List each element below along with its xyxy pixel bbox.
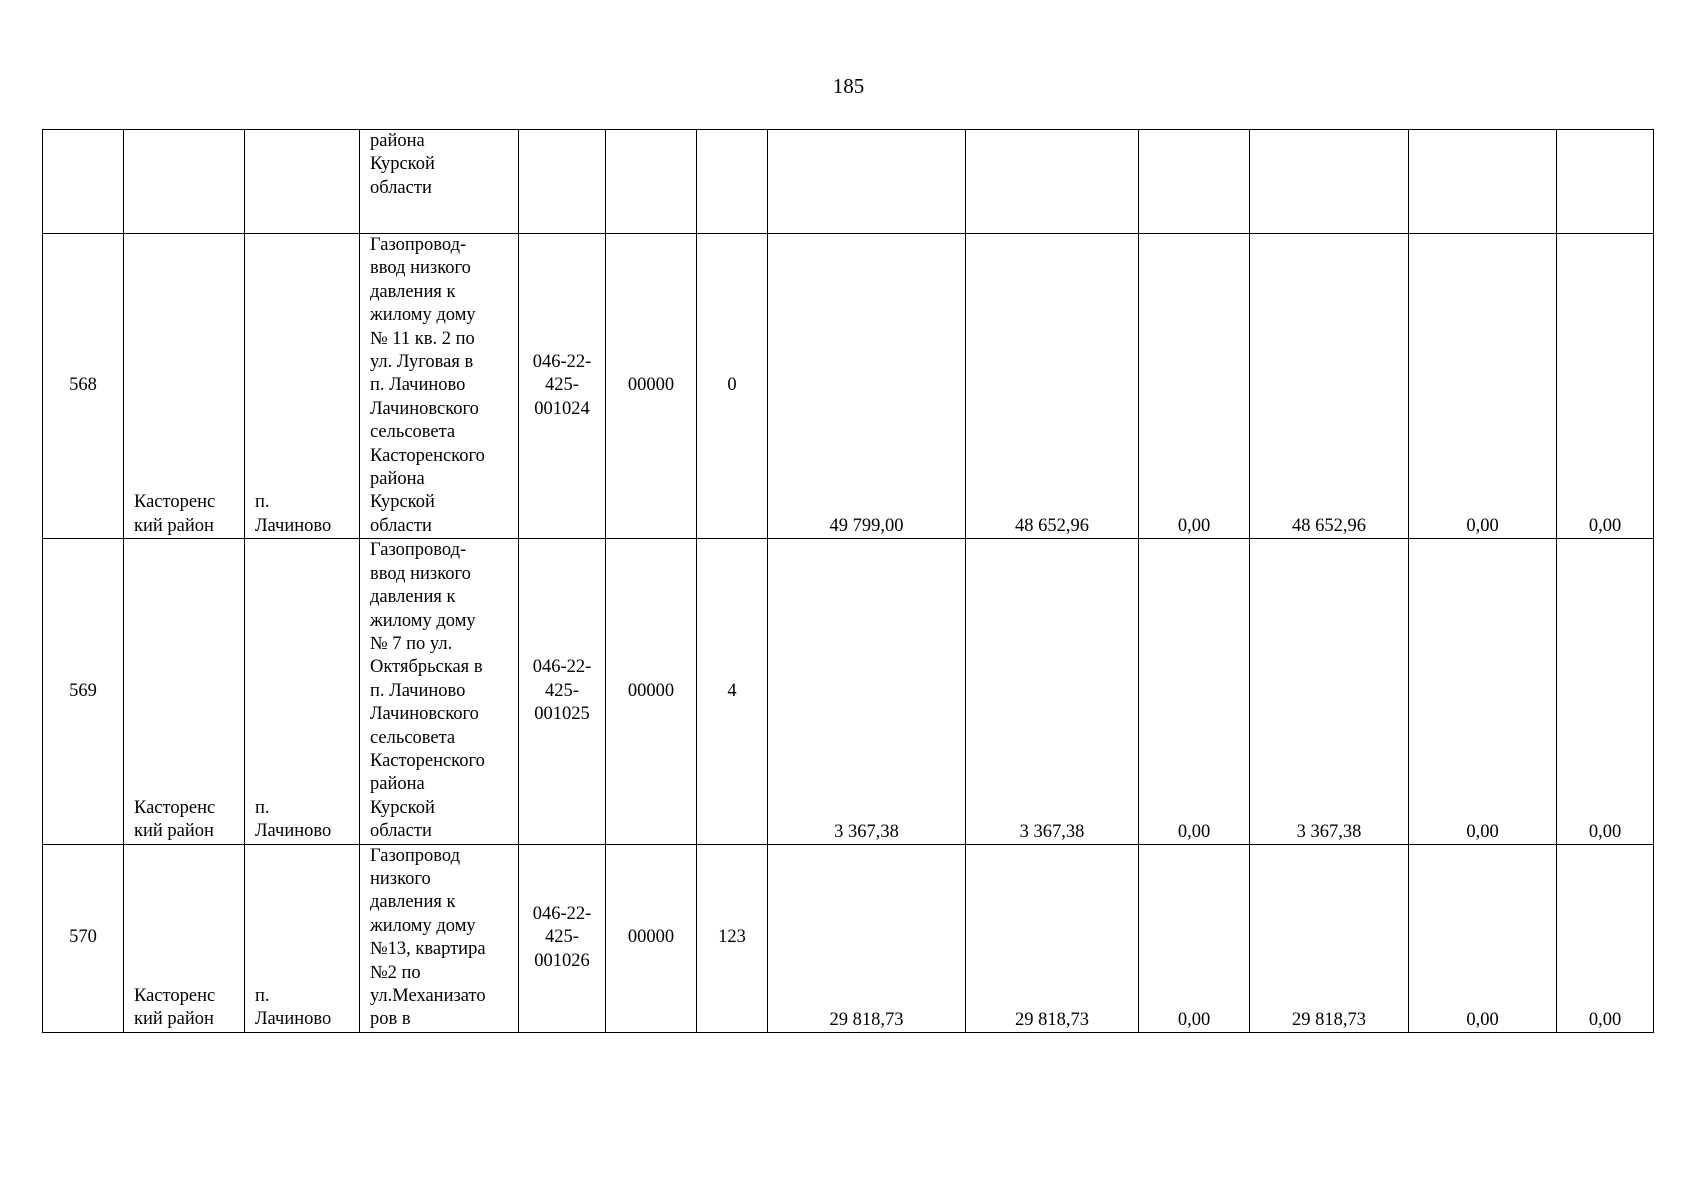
object-name-line: жилому дому: [370, 915, 476, 936]
object-name-line: № 7 по ул.: [370, 633, 453, 654]
value-col-6-cell: [1557, 539, 1654, 844]
value-col-2: 29 818,73: [1015, 1009, 1089, 1030]
cadastral-number-line: 425-: [545, 375, 579, 396]
table-row: [43, 844, 1654, 1032]
settlement-line: п.: [255, 986, 270, 1006]
object-name-line: сельсовета: [370, 727, 456, 748]
quantity-value: 4: [727, 680, 737, 701]
value-col-3-cell: [1139, 130, 1250, 234]
object-name-line: Касторенского: [370, 750, 485, 771]
value-col-4: 48 652,96: [1292, 516, 1366, 537]
settlement-line: п.: [255, 492, 270, 513]
registry-table: [42, 129, 1654, 1033]
object-name-cell: [360, 844, 519, 1032]
object-name-line: низкого: [370, 868, 431, 889]
code-cell: [606, 234, 697, 539]
value-col-6-cell: [1557, 130, 1654, 234]
settlement-line: Лачиново: [255, 515, 332, 536]
object-name-line: Лачиновского: [370, 704, 479, 725]
value-col-4-cell: [1250, 844, 1409, 1032]
district-line: кий район: [134, 515, 214, 536]
value-col-6-cell: [1557, 844, 1654, 1032]
page-number: 185: [832, 74, 865, 98]
cadastral-number-line: 046-22-: [532, 352, 592, 373]
object-name-line: ввод низкого: [370, 258, 471, 279]
cadastral-number-line: 425-: [545, 927, 579, 948]
value-col-5-cell: [1409, 844, 1557, 1032]
object-name-cell: [360, 130, 519, 234]
table-row: [43, 539, 1654, 844]
quantity-value: 0: [727, 375, 737, 396]
value-col-5: 0,00: [1466, 1009, 1499, 1030]
object-name-line: №2 по: [370, 962, 421, 983]
object-name-line: №13, квартира: [370, 939, 486, 960]
quantity-cell: [697, 130, 768, 234]
code-cell: [606, 539, 697, 844]
value-col-2: 48 652,96: [1015, 516, 1089, 537]
object-name-line: Газопровод-: [370, 235, 467, 255]
object-name-line: жилому дому: [370, 610, 476, 631]
value-col-5: 0,00: [1466, 821, 1499, 842]
object-name-line: п. Лачиново: [370, 680, 466, 701]
value-col-2: 3 367,38: [1019, 821, 1085, 842]
cadastral-number-line: 425-: [545, 680, 579, 701]
cadastral-number-cell: [519, 539, 606, 844]
object-name-line: Касторенского: [370, 445, 485, 466]
object-name-line: Курской: [370, 797, 435, 818]
object-name-line: давления к: [370, 587, 456, 608]
district-cell: [124, 130, 245, 234]
value-col-3: 0,00: [1177, 821, 1211, 842]
object-name-line: Октябрьская в: [370, 657, 483, 678]
object-name-line: района: [370, 774, 425, 795]
cadastral-number-line: 046-22-: [532, 904, 592, 925]
object-name-line: давления к: [370, 281, 456, 302]
value-col-4-cell: [1250, 234, 1409, 539]
value-col-1: 49 799,00: [829, 516, 904, 537]
object-name-line: п. Лачиново: [370, 375, 466, 396]
object-name-line: Курской: [370, 492, 435, 513]
value-col-2-cell: [966, 234, 1139, 539]
district-line: кий район: [134, 821, 214, 842]
cadastral-number-cell: [519, 844, 606, 1032]
value-col-6-cell: [1557, 234, 1654, 539]
value-col-4: 3 367,38: [1296, 821, 1362, 842]
value-col-2-cell: [966, 539, 1139, 844]
district-line: Касторенс: [134, 986, 216, 1006]
district-line: Касторенс: [134, 797, 216, 818]
table-row: [43, 234, 1654, 539]
row-number: 569: [69, 680, 97, 701]
object-name-line: давления к: [370, 892, 456, 913]
object-name-line: области: [370, 177, 432, 198]
object-name-line: ул. Луговая в: [370, 352, 474, 373]
row-number-cell: [43, 539, 124, 844]
object-name-line: сельсовета: [370, 422, 456, 443]
value-col-5-cell: [1409, 539, 1557, 844]
value-col-2-cell: [966, 130, 1139, 234]
object-name-line: области: [370, 821, 432, 842]
code-cell: [606, 130, 697, 234]
row-number: 568: [69, 375, 97, 396]
cadastral-number-line: 001026: [534, 950, 590, 971]
row-number: 570: [69, 927, 97, 948]
value-col-2-cell: [966, 844, 1139, 1032]
code-value: 00000: [627, 927, 675, 948]
value-col-5-cell: [1409, 130, 1557, 234]
district-cell: [124, 234, 245, 539]
object-name-line: Газопровод: [370, 845, 461, 866]
value-col-1-cell: [768, 130, 966, 234]
object-name-line: № 11 кв. 2 по: [370, 328, 475, 349]
cadastral-number-line: 001025: [534, 704, 590, 725]
value-col-4-cell: [1250, 539, 1409, 844]
object-name-line: района: [370, 131, 425, 151]
object-name-cell: [360, 234, 519, 539]
district-line: Касторенс: [134, 492, 216, 513]
value-col-3: 0,00: [1177, 1009, 1211, 1030]
code-value: 00000: [627, 375, 675, 396]
code-cell: [606, 844, 697, 1032]
object-name-line: Лачиновского: [370, 398, 479, 419]
table-row: [43, 130, 1654, 234]
settlement-line: Лачиново: [255, 821, 332, 842]
value-col-1: 29 818,73: [829, 1009, 904, 1030]
value-col-1-cell: [768, 539, 966, 844]
object-name-line: ров в: [370, 1009, 411, 1030]
value-col-4-cell: [1250, 130, 1409, 234]
value-col-3-cell: [1139, 234, 1250, 539]
value-col-3-cell: [1139, 539, 1250, 844]
object-name-line: ввод низкого: [370, 563, 471, 584]
code-value: 00000: [627, 680, 675, 701]
quantity-cell: [697, 234, 768, 539]
row-number-cell: [43, 130, 124, 234]
object-name-line: ул.Механизато: [370, 986, 486, 1006]
object-name-line: Курской: [370, 154, 435, 175]
value-col-6: 0,00: [1588, 1009, 1622, 1030]
settlement-cell: [245, 844, 360, 1032]
district-cell: [124, 844, 245, 1032]
cadastral-number-cell: [519, 130, 606, 234]
district-line: кий район: [134, 1009, 214, 1030]
object-name-line: жилому дому: [370, 305, 476, 326]
value-col-6: 0,00: [1588, 821, 1622, 842]
object-name-line: района: [370, 469, 425, 490]
value-col-4: 29 818,73: [1292, 1009, 1366, 1030]
settlement-cell: [245, 130, 360, 234]
row-number-cell: [43, 844, 124, 1032]
settlement-cell: [245, 234, 360, 539]
object-name-line: Газопровод-: [370, 540, 467, 561]
row-number-cell: [43, 234, 124, 539]
value-col-5: 0,00: [1466, 516, 1499, 537]
settlement-line: Лачиново: [255, 1009, 332, 1030]
object-name-line: области: [370, 515, 432, 536]
quantity-cell: [697, 844, 768, 1032]
quantity-cell: [697, 539, 768, 844]
quantity-value: 123: [718, 927, 746, 948]
cadastral-number-cell: [519, 234, 606, 539]
value-col-1-cell: [768, 844, 966, 1032]
value-col-1-cell: [768, 234, 966, 539]
cadastral-number-line: 046-22-: [532, 657, 592, 678]
value-col-1: 3 367,38: [834, 821, 899, 842]
settlement-cell: [245, 539, 360, 844]
cadastral-number-line: 001024: [534, 398, 590, 419]
object-name-cell: [360, 539, 519, 844]
value-col-6: 0,00: [1588, 516, 1622, 537]
settlement-line: п.: [255, 797, 270, 818]
district-cell: [124, 539, 245, 844]
value-col-3-cell: [1139, 844, 1250, 1032]
value-col-3: 0,00: [1177, 516, 1211, 537]
value-col-5-cell: [1409, 234, 1557, 539]
